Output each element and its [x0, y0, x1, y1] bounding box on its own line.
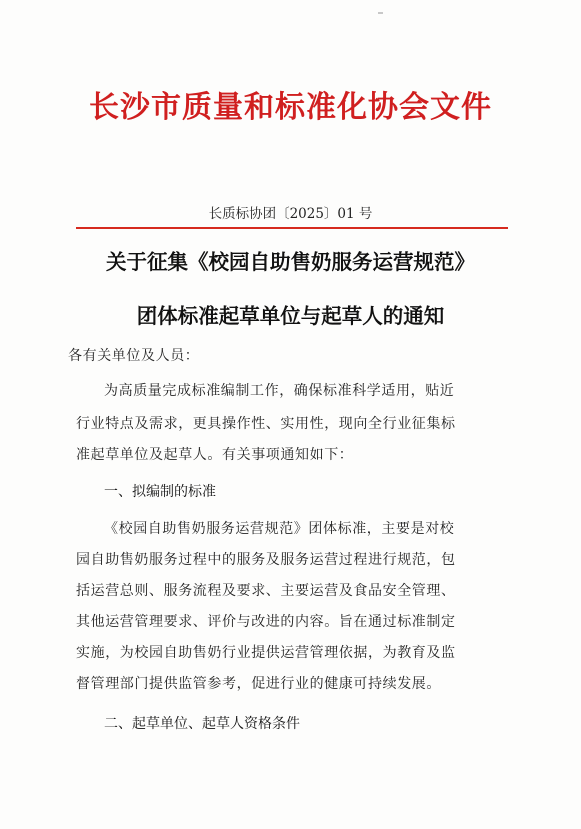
section-1-line-4: 其他运营管理要求、评价与改进的内容。旨在通过标准制定 [76, 614, 456, 630]
section-1-line-1: 《校园自助售奶服务运营规范》团体标准，主要是对校 [104, 521, 455, 537]
document-number: 长质标协团〔2025〕01 号 [208, 206, 373, 222]
red-divider-line [76, 227, 508, 229]
salutation: 各有关单位及人员： [68, 348, 200, 364]
scan-speck [378, 12, 383, 14]
section-1-line-3: 括运营总则、服务流程及要求、主要运营及食品安全管理、 [76, 583, 456, 599]
intro-line-1: 为高质量完成标准编制工作，确保标准科学适用，贴近 [104, 383, 455, 399]
section-1-line-6: 督管理部门提供监管参考，促进行业的健康可持续发展。 [76, 676, 441, 692]
notice-title-line-1: 关于征集《校园自助售奶服务运营规范》 [106, 250, 475, 274]
section-1-line-5: 实施，为校园自助售奶行业提供运营管理依据，为教育及监 [76, 645, 456, 661]
intro-line-3: 准起草单位及起草人。有关事项通知如下： [76, 447, 354, 463]
section-1-heading: 一、拟编制的标准 [104, 484, 216, 500]
masthead-title: 长沙市质量和标准化协会文件 [89, 90, 492, 125]
section-2-heading: 二、起草单位、起草人资格条件 [104, 716, 300, 732]
notice-title-line-2: 团体标准起草单位与起草人的通知 [136, 304, 445, 328]
intro-line-2: 行业特点及需求，更具操作性、实用性，现向全行业征集标 [76, 416, 456, 432]
section-1-line-2: 园自助售奶服务过程中的服务及服务运营过程进行规范，包 [76, 552, 456, 568]
